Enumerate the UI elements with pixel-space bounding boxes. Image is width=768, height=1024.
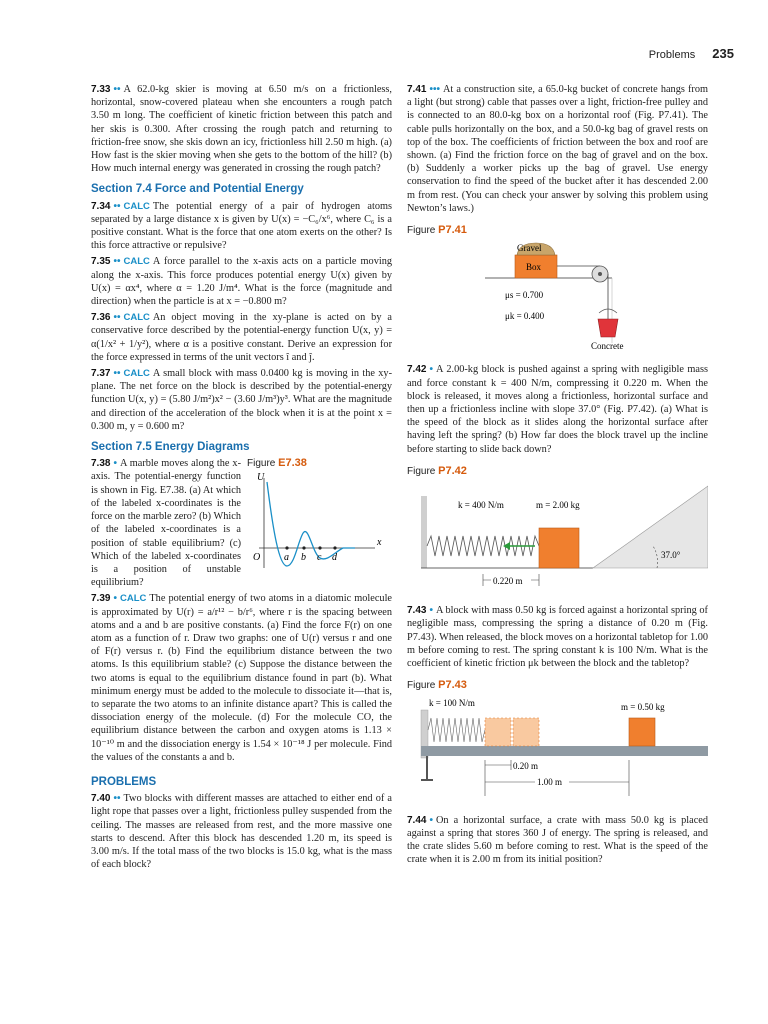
incline xyxy=(593,486,708,568)
difficulty-dots: •• xyxy=(113,200,121,212)
right-column xyxy=(407,83,708,870)
problem-7-39 xyxy=(91,592,392,764)
problem-7-35 xyxy=(91,255,392,308)
difficulty-dots: •• xyxy=(113,84,121,95)
calc-tag: CALC xyxy=(123,312,150,324)
figure-prefix: Figure xyxy=(247,458,276,470)
figure-id: P7.41 xyxy=(438,224,467,237)
problems-heading: PROBLEMS xyxy=(91,775,157,788)
origin-label: O xyxy=(253,552,261,564)
spring-constant-label: k = 100 N/m xyxy=(429,698,475,709)
difficulty-dots: •• xyxy=(113,368,121,380)
clamp xyxy=(421,756,433,780)
problem-number: 7.44 xyxy=(407,814,427,826)
difficulty-dots: •• xyxy=(113,793,121,805)
figure-caption-p7-42 xyxy=(407,465,708,478)
figure-p7-41 xyxy=(407,241,708,353)
problem-text: A 2.00-kg block is pushed against a spring with negligible mass and force constant k = 400 N/m, compressing it 0.220 m. When the block is released, it moves along a frictionless, horizontal surface and then up a frictionless incline with slope 37.0° (Fig. P7.42). (a) What is the speed of the block as it slides along the horizontal surface after having left the spring? (b) How far does the block travel up the incline before starting to slide back down? xyxy=(407,364,708,455)
calc-tag: CALC xyxy=(123,200,150,212)
gravel-label: Gravel xyxy=(517,243,542,254)
potential-curve xyxy=(267,482,355,566)
point-c xyxy=(318,547,321,550)
problem-number: 7.42 xyxy=(407,364,427,376)
problem-number: 7.41 xyxy=(407,84,427,95)
figure-prefix: Figure xyxy=(407,465,436,477)
problem-number: 7.35 xyxy=(91,256,111,268)
compression-distance-label: 0.220 m xyxy=(493,576,523,587)
figure-id: P7.42 xyxy=(438,464,467,477)
left-wall xyxy=(421,496,427,568)
problem-7-41 xyxy=(407,83,708,215)
problem-number: 7.34 xyxy=(91,200,111,212)
figure-id: E7.38 xyxy=(278,457,307,470)
block-ghost-1 xyxy=(485,718,511,746)
section-heading-7-4: Section 7.4 Force and Potential Energy xyxy=(91,183,304,196)
problem-text: On a horizontal surface, a crate with mass 50.0 kg is placed against a spring that stores 360 J of energy. The spring is released, and the crate slides 5.60 m before coming to rest. What is the speed of the crate when it is 2.00 m from its initial position? xyxy=(407,814,708,866)
point-d xyxy=(333,547,336,550)
figure-caption-p7-41 xyxy=(407,224,708,237)
problem-7-38 xyxy=(91,457,392,589)
mass-label: m = 2.00 kg xyxy=(536,500,580,511)
figure-e7-38 xyxy=(247,457,392,583)
difficulty-dots: •• xyxy=(113,256,121,268)
concrete-label: Concrete xyxy=(591,341,624,352)
problem-text: A force parallel to the x-axis acts on a particle moving along the x-axis. This force produces potential energy U(x) given by U(x) = αx⁴, where α = 1.20 J/m⁴. What is the force (magnitude and direction) when the particle is at x = −0.800 m? xyxy=(91,256,392,308)
problem-number: 7.39 xyxy=(91,593,111,605)
point-b xyxy=(302,547,305,550)
problem-number: 7.37 xyxy=(91,368,111,380)
point-a xyxy=(285,547,288,550)
problem-7-34 xyxy=(91,200,392,253)
figure-p7-42 xyxy=(407,482,708,594)
slide-distance-label: 1.00 m xyxy=(537,777,563,788)
block-ghost-2 xyxy=(513,718,539,746)
angle-label: 37.0° xyxy=(661,550,681,561)
page-number: 235 xyxy=(712,46,734,61)
difficulty-dots: • xyxy=(429,605,433,617)
problem-number: 7.33 xyxy=(91,84,111,95)
potential-energy-graph xyxy=(247,470,392,580)
kinetic-friction-label: μk = 0.400 xyxy=(505,311,545,322)
page-header xyxy=(649,46,734,61)
problem-7-36 xyxy=(91,311,392,364)
label-a: a xyxy=(284,552,289,564)
difficulty-dots: • xyxy=(429,814,433,826)
problem-number: 7.40 xyxy=(91,793,111,805)
problem-text: An object moving in the xy-plane is acted on by a conservative force described by the potential-energy function U(x, y) = α(1/x² + 1/y²), where α is a positive constant. Derive an expression for the force expressed in terms of the unit vectors î and ĵ. xyxy=(91,312,392,363)
calc-tag: CALC xyxy=(123,256,150,268)
problem-number: 7.43 xyxy=(407,605,427,617)
box-label: Box xyxy=(526,262,542,273)
problem-7-42 xyxy=(407,363,708,455)
left-column xyxy=(91,83,392,874)
problem-text: A block with mass 0.50 kg is forced against a horizontal spring of negligible mass, compressing the spring a distance of 0.20 m (Fig. P7.43). When released, the block moves on a horizontal tabletop for 1.00 m before coming to rest. The spring constant k is 100 N/m. What is the coefficient of kinetic friction μk between the block and the tabletop? xyxy=(407,605,708,670)
problem-number: 7.36 xyxy=(91,312,111,324)
difficulty-dots: ••• xyxy=(429,84,440,95)
figure-caption xyxy=(247,457,392,470)
calc-tag: CALC xyxy=(123,368,150,380)
problem-text: At a construction site, a 65.0-kg bucket of concrete hangs from a light (but strong) cable that passes over a light, friction-free pulley and is connected to an 80.0-kg box on a horizontal roof (Fig. P7.41). The cable pulls horizontally on the box, and a 50.0-kg bag of gravel rests on top of the box. The coefficients of friction between the box and roof are shown. (a) Find the friction force on the bag of gravel and on the box. (b) Suddenly a worker picks up the bag of gravel. Use energy conservation to find the speed of the bucket after it has descended 2.00 m from rest. (You can check your answer by solving this problem using Newton’s laws.) xyxy=(407,84,708,214)
block xyxy=(539,528,579,568)
mass-label: m = 0.50 kg xyxy=(621,702,665,713)
y-label: U xyxy=(257,472,265,484)
problem-text: A 62.0-kg skier is moving at 6.50 m/s on a frictionless, horizontal, snow-covered plateau when she encounters a rough patch 3.50 m long. The coefficient of kinetic friction between this patch and her skis is 0.300. After crossing the rough patch and returning to friction-free snow, she skis down an icy, frictionless hill 2.50 m high. (a) How fast is the skier moving when she gets to the bottom of the hill? (b) How much internal energy was generated in crossing the rough patch? xyxy=(91,84,392,175)
label-b: b xyxy=(301,552,306,564)
difficulty-dots: • xyxy=(113,593,117,605)
problem-7-37 xyxy=(91,367,392,433)
label-c: c xyxy=(317,552,322,564)
figure-caption-p7-43 xyxy=(407,679,708,692)
label-d: d xyxy=(332,552,337,564)
tabletop xyxy=(421,746,708,756)
problem-text: The potential energy of two atoms in a diatomic molecule is approximated by U(r) = a/r¹² − b/r⁶, where r is the spacing between atoms and a and b are positive constants. (a) Find the force F(r) on one atom as a function of r. Draw two graphs: one of U(r) versus r and one of F(r) versus r. (b) Find the equilibrium distance between the two atoms. Is this equilibrium stable? (c) Suppose the distance between the two atoms is equal to the equilibrium distance found in part (b). What minimum energy must be added to the molecule to dissociate it—that is, to separate the two atoms to an infinite distance apart? This is called the dissociation energy of the molecule. (d) For the molecule CO, the equilibrium distance between the carbon and oxygen atoms is 1.13 × 10⁻¹⁰ m and the dissociation energy is 1.54 × 10⁻¹⁸ J per molecule. Find the values of the constants a and b. xyxy=(91,593,392,763)
problem-text: A small block with mass 0.0400 kg is moving in the xy-plane. The net force on the block is described by the potential-energy function U(x, y) = (5.80 J/m²)x² − (3.60 J/m³)y³. What are the magnitude and direction of the acceleration of the block when it is at the point x = 0.300 m, y = 0.600 m? xyxy=(91,368,392,432)
spring xyxy=(428,718,485,742)
problem-7-40 xyxy=(91,792,392,871)
figure-prefix: Figure xyxy=(407,680,436,692)
compression-distance-label: 0.20 m xyxy=(513,761,539,772)
calc-tag: CALC xyxy=(119,593,147,605)
bucket xyxy=(598,319,618,337)
figure-id: P7.43 xyxy=(438,679,467,692)
problem-text: Two blocks with different masses are attached to either end of a light rope that passes over a light, frictionless pulley suspended from the ceiling. The masses are released from rest, and the more massive one starts to descend. After this block has descended 1.20 m, its speed is 3.00 m/s. If the total mass of the two blocks is 15.0 kg, what is the mass of each block? xyxy=(91,793,392,871)
difficulty-dots: •• xyxy=(113,312,121,324)
spring-constant-label: k = 400 N/m xyxy=(458,500,504,511)
problem-number: 7.38 xyxy=(91,458,111,470)
figure-prefix: Figure xyxy=(407,225,436,237)
block-final xyxy=(629,718,655,746)
section-heading-7-5: Section 7.5 Energy Diagrams xyxy=(91,441,250,454)
difficulty-dots: • xyxy=(429,364,433,376)
problem-7-33 xyxy=(91,83,392,175)
x-label: x xyxy=(377,537,382,549)
figure-p7-43 xyxy=(407,696,708,801)
problem-text: The potential energy of a pair of hydrogen atoms separated by a large distance x is given by U(x) = −C₆/x⁶, where C₆ is a positive constant. What is the force that one atom exerts on the other? Is this force attractive or repulsive? xyxy=(91,200,392,252)
pulley-axle xyxy=(598,272,602,276)
running-head: Problems xyxy=(648,49,696,61)
static-friction-label: μs = 0.700 xyxy=(505,290,544,301)
problem-7-43 xyxy=(407,604,708,670)
difficulty-dots: • xyxy=(113,458,117,470)
problem-7-44 xyxy=(407,814,708,867)
problem-text: A marble moves along the x-axis. The potential-energy function is shown in Fig. E7.38. (a) At which of the labeled x-coordinates is the force on the marble zero? (b) Which of the labeled x-coordinates is a position of stable equilibrium? (c) Which of the labeled x-coordinates is a position of unstable equilibrium? xyxy=(91,458,241,589)
